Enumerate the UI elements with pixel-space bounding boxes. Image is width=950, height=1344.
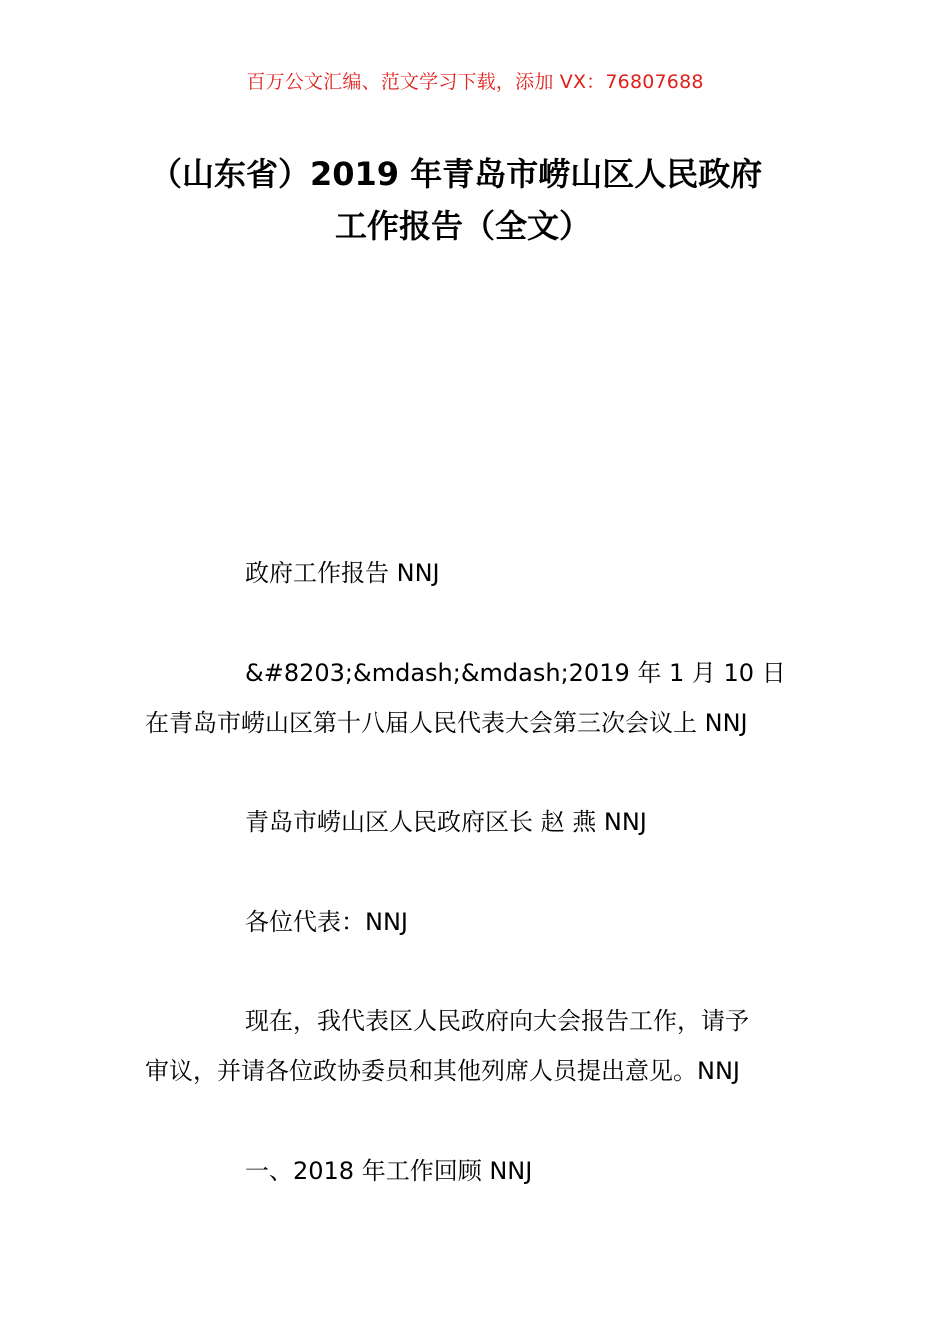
title-line-2: 工作报告（全文） (335, 207, 592, 245)
header-banner: 百万公文汇编、范文学习下载，添加 VX：76807688 (246, 71, 704, 93)
title-line-1: （山东省）2019 年青岛市崂山区人民政府 (150, 155, 763, 193)
paragraph-salutation (145, 897, 810, 947)
paragraph-text: 各位代表：NNJ (245, 908, 408, 936)
paragraph-text: 青岛市崂山区人民政府区长 赵 燕 NNJ (245, 808, 647, 836)
section-heading-text: 一、2018 年工作回顾 NNJ (245, 1157, 533, 1185)
paragraph-opening (145, 996, 810, 1096)
paragraph-text-line-1: &#8203;&mdash;&mdash;2019 年 1 月 10 日 (245, 659, 786, 687)
paragraph-speaker (145, 797, 810, 847)
paragraph-text: 政府工作报告 NNJ (245, 559, 440, 587)
section-heading (145, 1146, 810, 1196)
paragraph-text-line-1: 现在，我代表区人民政府向大会报告工作，请予 (245, 1007, 749, 1035)
document-title (150, 148, 840, 252)
paragraph-text-line-2: 审议，并请各位政协委员和其他列席人员提出意见。NNJ (145, 1057, 740, 1085)
paragraph-report-label (145, 548, 810, 598)
paragraph-date-venue (145, 648, 810, 748)
paragraph-text-line-2: 在青岛市崂山区第十八届人民代表大会第三次会议上 NNJ (145, 709, 748, 737)
